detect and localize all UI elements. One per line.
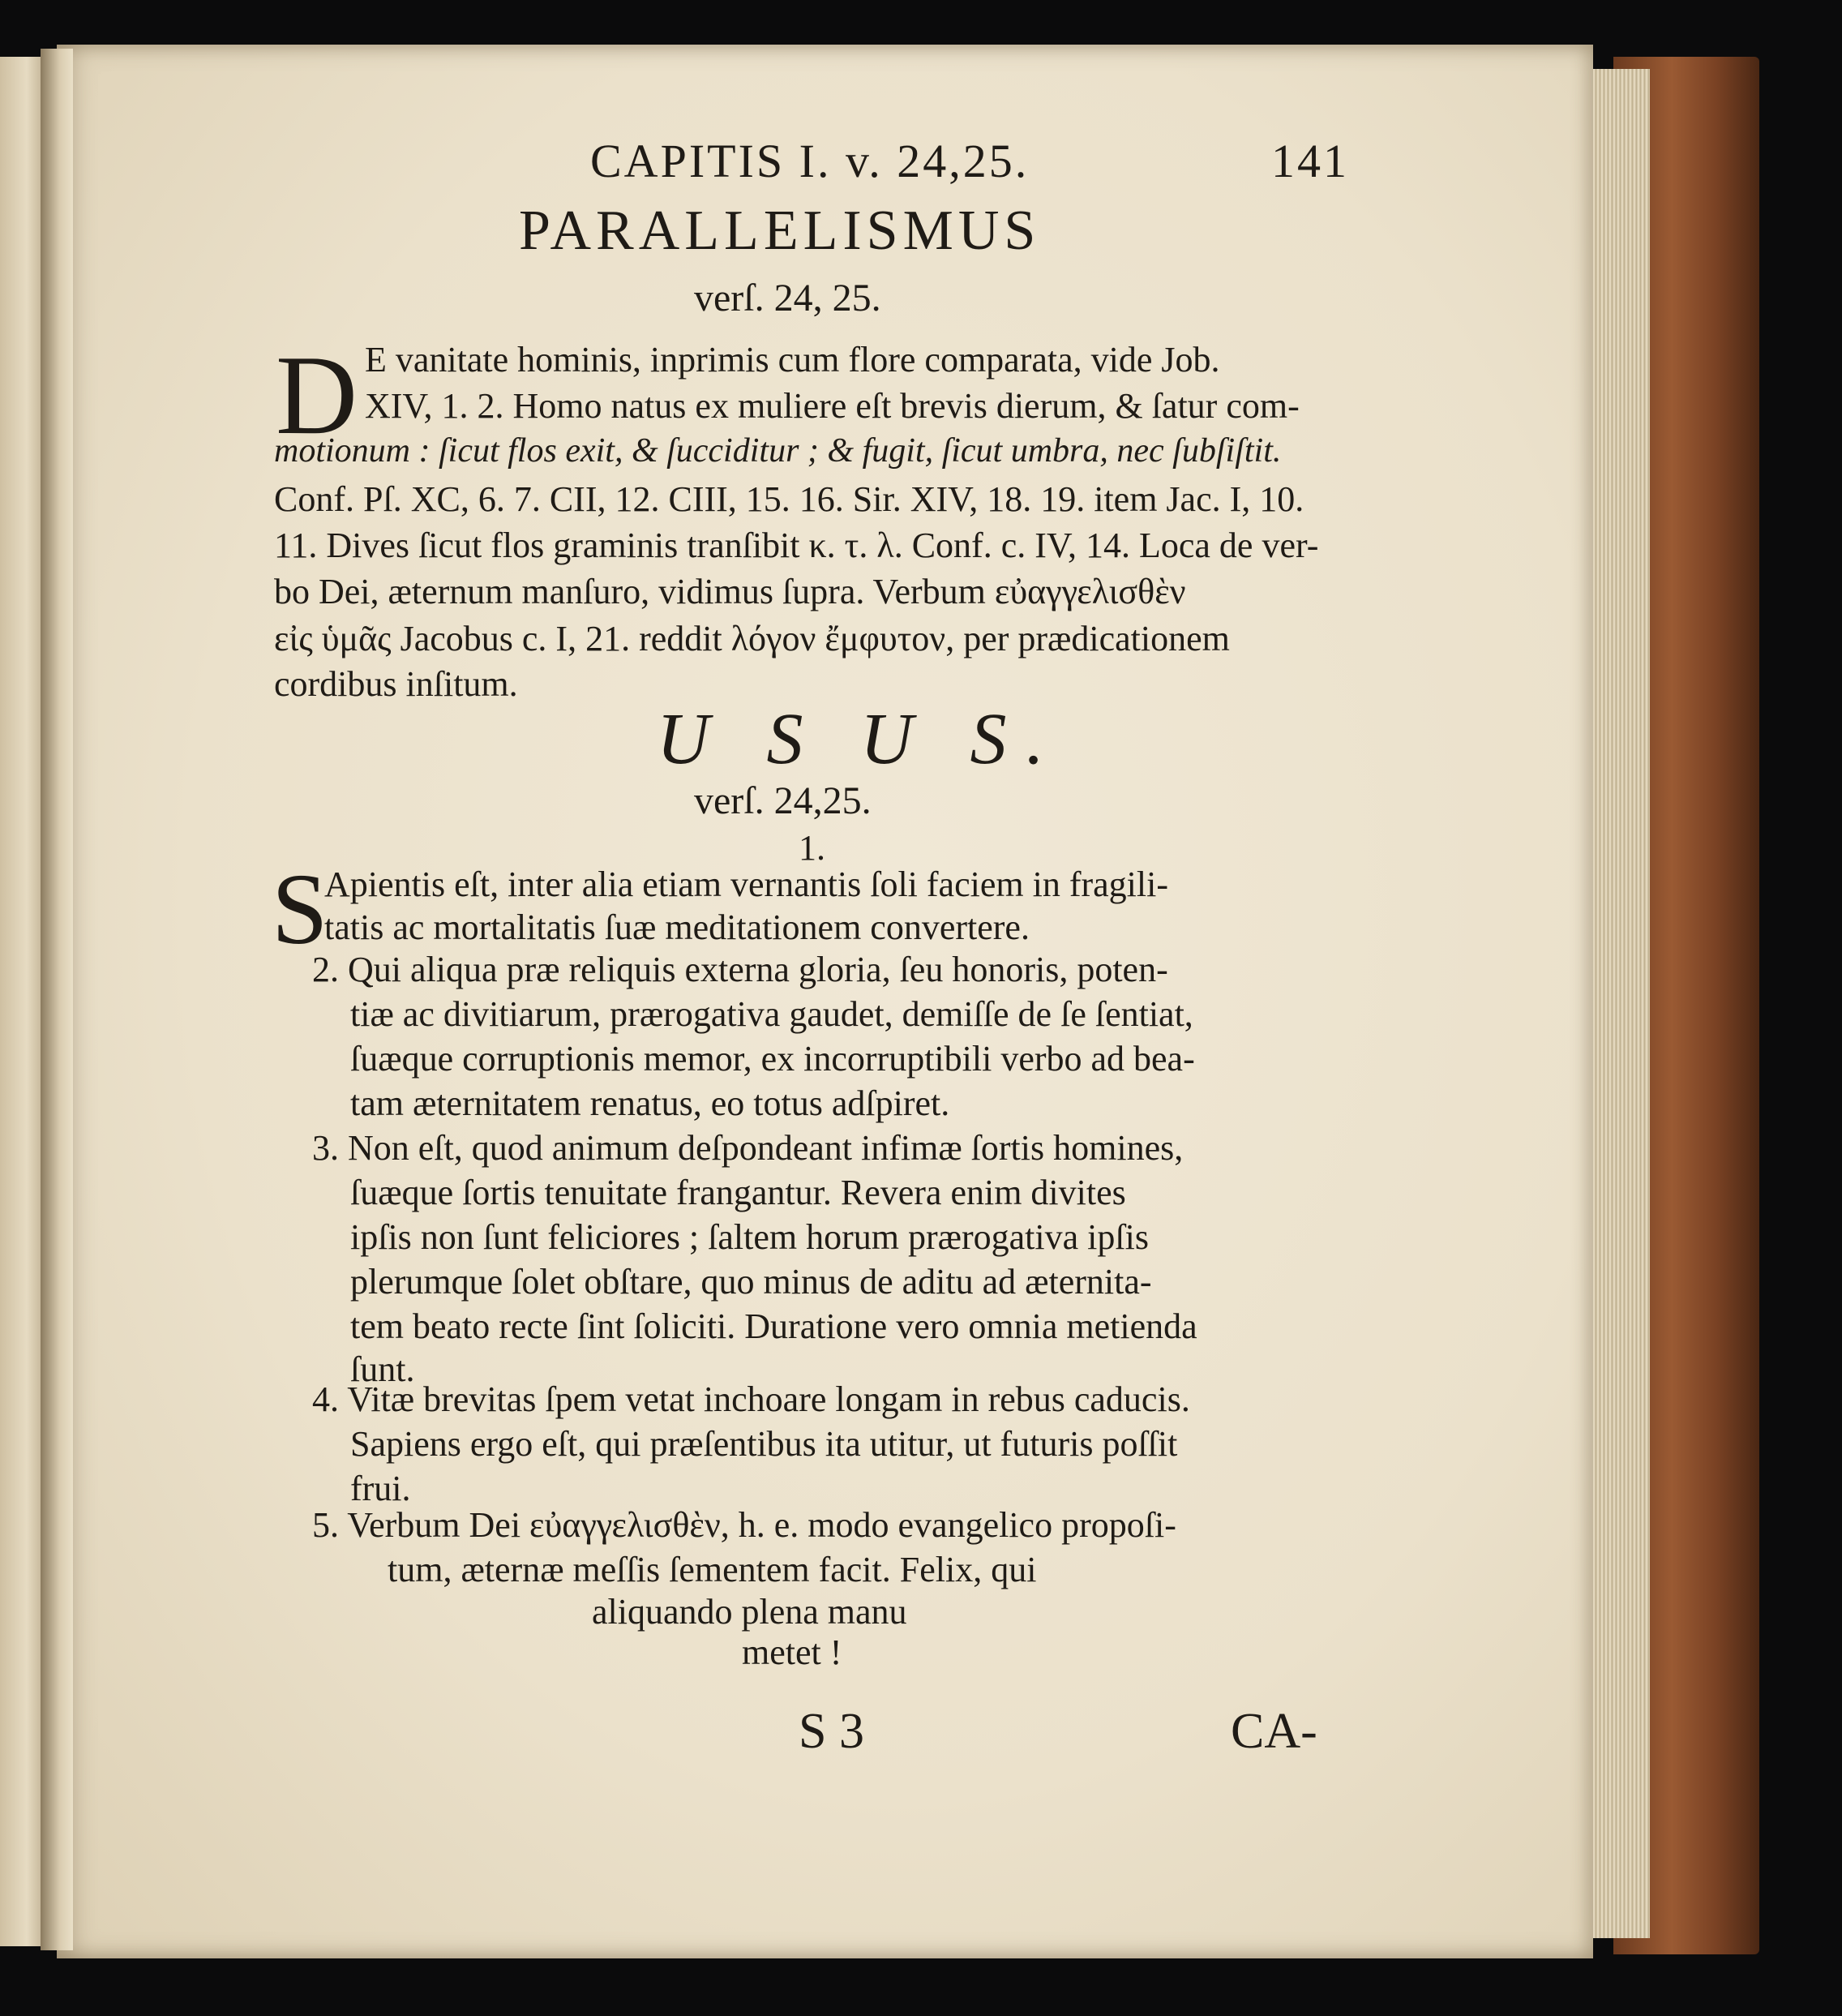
book-gutter (41, 49, 73, 1950)
paragraph-line: metet ! (742, 1632, 842, 1672)
paragraph-line: tam æternitatem renatus, eo totus adſpiret. (350, 1083, 950, 1123)
paragraph-line: 4. Vitæ brevitas ſpem vetat inchoare longam in rebus caducis. (312, 1379, 1190, 1419)
paragraph-line: 3. Non eſt, quod animum deſpondeant infimæ ſortis homines, (312, 1128, 1184, 1168)
paragraph-line: XIV, 1. 2. Homo natus ex muliere eſt brevis dierum, & ſatur com- (365, 386, 1300, 426)
dropcap-s: S (272, 854, 328, 966)
section-verse: verſ. 24, 25. (694, 277, 881, 320)
usus-verse: verſ. 24,25. (694, 779, 872, 822)
paragraph-line: tiæ ac divitiarum, prærogativa gaudet, demiſſe de ſe ſentiat, (350, 994, 1193, 1034)
paragraph-line: motionum : ſicut flos exit, & ſucciditur ; & fugit, ſicut umbra, nec ſubſiſtit. (274, 432, 1282, 470)
paragraph-line: cordibus inſitum. (274, 664, 518, 704)
signature-mark: S 3 (799, 1704, 864, 1759)
section-title-usus: U S U S. (657, 699, 1064, 779)
paragraph-line: aliquando plena manu (592, 1592, 907, 1632)
paragraph-line: Sapiens ergo eſt, qui præſentibus ita utitur, ut futuris poſſit (350, 1424, 1178, 1464)
page-block-edge (1585, 69, 1650, 1938)
paragraph-line: tem beato recte ſint ſoliciti. Duratione vero omnia metienda (350, 1306, 1197, 1346)
catchword: CA- (1231, 1704, 1317, 1759)
paragraph-line: ſunt. (350, 1349, 415, 1389)
paragraph-line: εἰς ὑμᾶς Jacobus c. I, 21. reddit λόγον ἔμφυτον, per prædicationem (274, 619, 1230, 658)
paragraph-line: 5. Verbum Dei εὐαγγελισθὲν, h. e. modo evangelico propoſi- (312, 1505, 1176, 1545)
paragraph-line: tum, æternæ meſſis ſementem facit. Felix, qui (388, 1550, 1037, 1589)
running-title: CAPITIS I. v. 24,25. (590, 135, 1030, 187)
paragraph-line: plerumque ſolet obſtare, quo minus de aditu ad æternita- (350, 1262, 1152, 1302)
page-number: 141 (1271, 135, 1349, 187)
paragraph-line: 11. Dives ſicut flos graminis tranſibit κ. τ. λ. Conf. c. IV, 14. Loca de ver- (274, 525, 1319, 565)
paragraph-line: ipſis non ſunt feliciores ; ſaltem horum prærogativa ipſis (350, 1217, 1149, 1257)
paragraph-line: E vanitate hominis, inprimis cum flore comparata, vide Job. (365, 340, 1220, 380)
paragraph-line: ſuæque corruptionis memor, ex incorruptibili verbo ad bea- (350, 1039, 1195, 1079)
dropcap-d: D (276, 332, 358, 458)
paragraph-line: tatis ac mortalitatis ſuæ meditationem convertere. (324, 907, 1030, 947)
paragraph-line: Apientis eſt, inter alia etiam vernantis ſoli faciem in fragili- (324, 864, 1168, 904)
paragraph-line: ſuæque ſortis tenuitate frangantur. Revera enim divites (350, 1173, 1126, 1212)
paragraph-line: frui. (350, 1469, 411, 1508)
paragraph-line: bo Dei, æternum manſuro, vidimus ſupra. Verbum εὐαγγελισθὲν (274, 572, 1186, 611)
section-title-parallelismus: PARALLELISMUS (519, 199, 1041, 262)
paragraph-line: Conf. Pſ. XC, 6. 7. CII, 12. CIII, 15. 16. Sir. XIV, 18. 19. item Jac. I, 10. (274, 479, 1304, 519)
paragraph-line: 2. Qui aliqua præ reliquis externa gloria, ſeu honoris, poten- (312, 950, 1168, 989)
item-number: 1. (799, 828, 825, 868)
